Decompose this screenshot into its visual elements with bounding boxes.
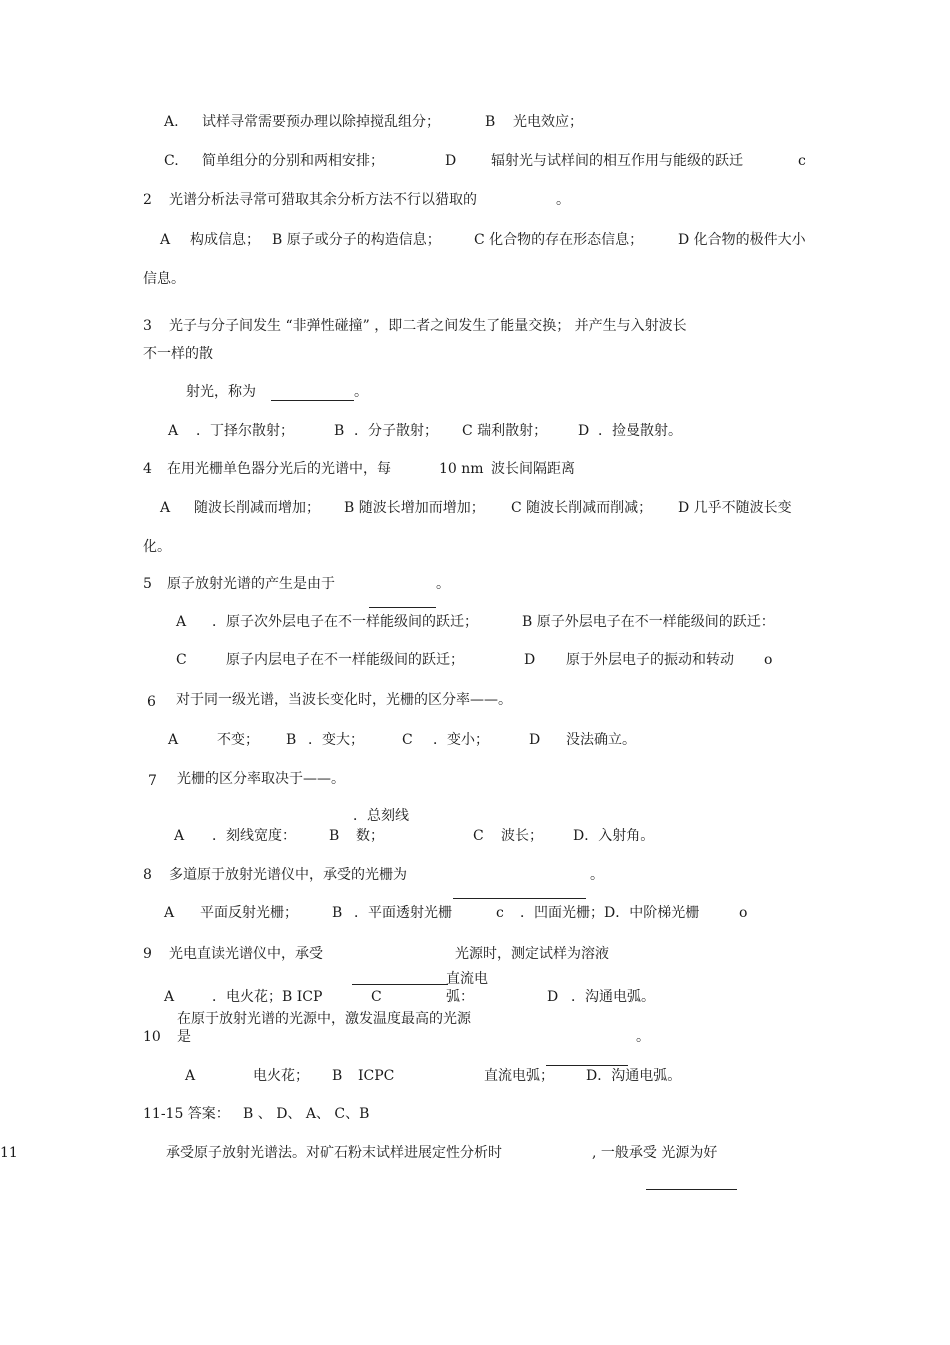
q5-option-d-text: 原于外层电子的振动和转动 (566, 652, 734, 668)
q5-number: 5 (143, 576, 152, 592)
q11-number: 11 (0, 1145, 18, 1161)
q1-option-a-text: 试样寻常需要预办理以除掉搅乱组分； (202, 114, 440, 130)
q4-option-b-text: B 随波长增加而增加； (344, 500, 485, 516)
q6-stem: 对于同一级光谱，当波长变化时，光栅的区分率——。 (176, 692, 512, 708)
q5-option-a-text: ．原子次外层电子在不一样能级间的跃迁； (212, 614, 478, 630)
q10-option-a-text: 电火花； (253, 1068, 309, 1084)
q9-option-c-text-bottom: 弧： (446, 989, 474, 1005)
q10-answer-blank (546, 1065, 628, 1066)
q2-option-a-text: 构成信息； (190, 232, 260, 248)
q4-option-a-label: A (160, 500, 171, 516)
q2-option-c-text: C 化合物的存在形态信息； (474, 232, 644, 248)
answers-label: 11-15 答案： (143, 1106, 230, 1122)
q1-option-b-label: B (485, 114, 496, 130)
q3-option-d-text: ．捡曼散射。 (598, 423, 682, 439)
q1-option-a-label: A. (164, 114, 179, 130)
q4-option-a-text: 随波长削减而增加； (194, 500, 320, 516)
q1-option-d-label: D (445, 153, 457, 169)
q3-stem: 光子与分子间发生 “非弹性碰撞” ，即二者之间发生了能量交换； 并产生与入射波长 (169, 318, 687, 334)
q7-option-d-text: D．入射角。 (573, 828, 655, 844)
q3-option-a-text: ．丁择尔散射； (196, 423, 294, 439)
q6-option-c-label: C (402, 732, 413, 748)
q8-end: o (739, 905, 748, 921)
q3-option-c-text: C 瑞利散射； (462, 423, 548, 439)
q2-stem: 光谱分析法寻常可猎取其余分析方法不行以猎取的 (169, 192, 477, 208)
q1-option-c-label: C. (164, 153, 179, 169)
q5-stem: 原子放射光谱的产生是由于 (167, 576, 335, 592)
q8-number: 8 (143, 867, 152, 883)
q3-stem-line3: 射光，称为 (186, 384, 256, 400)
q1-option-d-text: 辐射光与试样间的相互作用与能级的跃迁 (491, 153, 743, 169)
q6-option-a-text: 不变； (217, 732, 259, 748)
q6-option-b-label: B (286, 732, 297, 748)
q10-stem: 在原于放射光谱的光源中，激发温度最高的光源 (177, 1011, 471, 1027)
q5-stem-end: 。 (436, 576, 450, 592)
q3-option-d-label: D (578, 423, 590, 439)
q8-option-c-label: c (496, 905, 504, 921)
q4-stem: 在用光栅单色器分光后的光谱中，每 (167, 461, 391, 477)
q3-option-b-text: ．分子散射； (354, 423, 438, 439)
q10-option-d-text: D．沟通电弧。 (586, 1068, 682, 1084)
q11-stem-end: , 一般承受 光源为好 (592, 1145, 718, 1161)
q2-option-a-label: A (160, 232, 171, 248)
q3-number: 3 (143, 318, 152, 334)
q5-option-c-text: 原子内层电子在不一样能级间的跃迁； (226, 652, 464, 668)
q9-option-c-text-top: 直流电 (446, 971, 488, 987)
q5-answer-blank (369, 607, 436, 608)
q10-stem-end: 。 (636, 1029, 650, 1045)
q4-continuation: 化。 (143, 539, 171, 555)
q7-option-c-label: C (473, 828, 484, 844)
q9-stem: 光电直读光谱仪中，承受 (169, 946, 323, 962)
q11-answer-blank (646, 1189, 737, 1190)
q5-option-b-text: B 原子外层电子在不一样能级间的跃迁： (522, 614, 775, 630)
q2-stem-end: 。 (556, 192, 570, 208)
q2-option-b-text: B 原子或分子的构造信息； (272, 232, 441, 248)
q9-stem-line2: 光源时，测定试样为溶液 (455, 946, 609, 962)
q4-number: 4 (143, 461, 152, 477)
q7-option-b-text-bottom: 数； (356, 828, 384, 844)
q9-option-d-label: D (547, 989, 559, 1005)
q6-number: 6 (147, 694, 156, 710)
q6-option-b-text: ．变大； (308, 732, 364, 748)
q5-option-d-end: o (764, 652, 773, 668)
q10-option-b-label: B (332, 1068, 343, 1084)
q9-answer-blank (352, 984, 448, 985)
q3-stem-line2: 不一样的散 (143, 346, 213, 362)
q4-option-c-text: C 随波长削减而削减； (511, 500, 653, 516)
q6-option-c-text: ．变小； (433, 732, 489, 748)
q10-option-b-text: ICPC (358, 1068, 395, 1084)
q4-stem-unit: 10 nm (439, 461, 484, 477)
q3-stem-end: 。 (354, 384, 368, 400)
q8-option-c-text: ．凹面光栅；D．中阶梯光栅 (520, 905, 700, 921)
q3-answer-blank (271, 400, 354, 401)
q7-option-a-text: ．刻线宽度： (212, 828, 296, 844)
q8-answer-blank (453, 898, 586, 899)
q9-option-a-text: ．电火花；B ICP (212, 989, 323, 1005)
q11-stem: 承受原子放射光谱法。对矿石粉末试样进展定性分析时 (166, 1145, 502, 1161)
q9-option-a-label: A (164, 989, 175, 1005)
q3-option-a-label: A (168, 423, 179, 439)
q8-stem: 多道原于放射光谱仪中，承受的光栅为 (169, 867, 407, 883)
q5-option-a-label: A (176, 614, 187, 630)
q2-continuation: 信息。 (143, 271, 185, 287)
q8-option-a-text: 平面反射光栅； (200, 905, 298, 921)
q9-option-c-label: C (371, 989, 382, 1005)
q4-option-d-text: D 几乎不随波长变 (678, 500, 792, 516)
q6-option-a-label: A (168, 732, 179, 748)
q10-option-a-label: A (185, 1068, 196, 1084)
q10-number: 10 (143, 1029, 161, 1045)
q7-option-c-text: 波长； (501, 828, 543, 844)
q7-option-b-text-top: ．总刻线 (353, 808, 409, 824)
q2-option-d-text: D 化合物的极件大小 (678, 232, 806, 248)
q9-number: 9 (143, 946, 152, 962)
q2-number: 2 (143, 192, 152, 208)
q7-number: 7 (148, 773, 157, 789)
q8-option-a-label: A (164, 905, 175, 921)
q7-option-a-label: A (174, 828, 185, 844)
q3-option-b-label: B (334, 423, 345, 439)
q5-option-c-label: C (176, 652, 187, 668)
q7-stem: 光栅的区分率取决于——。 (177, 771, 345, 787)
q10-stem-line2: 是 (177, 1029, 191, 1045)
q8-option-b-text: ．平面透射光栅 (354, 905, 452, 921)
q6-option-d-label: D (529, 732, 541, 748)
q5-option-d-label: D (524, 652, 536, 668)
q8-stem-end: 。 (590, 867, 604, 883)
answers-text: B 、 D、 A、 C、B (243, 1106, 370, 1122)
q7-option-b-label: B (329, 828, 340, 844)
q4-stem-end: 波长间隔距离 (491, 461, 575, 477)
q6-option-d-text: 没法确立。 (566, 732, 636, 748)
q9-option-d-text: ．沟通电弧。 (571, 989, 655, 1005)
q8-option-b-label: B (332, 905, 343, 921)
q1-option-c-text: 简单组分的分别和两相安排； (202, 153, 384, 169)
q1-option-b-text: 光电效应； (513, 114, 583, 130)
q10-option-c-text: 直流电弧； (484, 1068, 554, 1084)
q1-answer: c (798, 153, 806, 169)
